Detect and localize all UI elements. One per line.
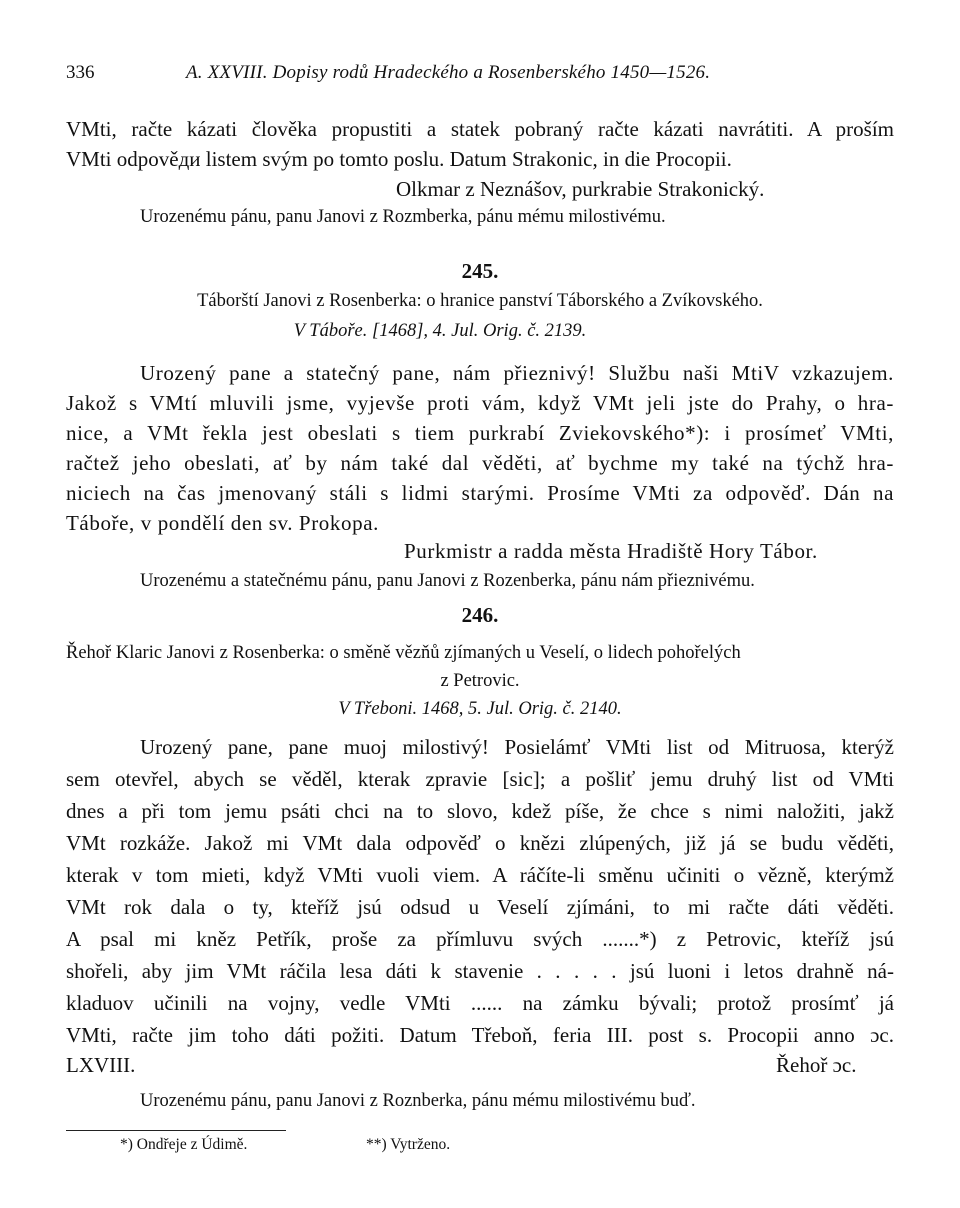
text-line: VMt rok dala o ty, kteříž jsú odsud u Veselí zjímáni, to mi račte dáti věděti. [66,895,894,919]
text-line: kterak v tom mieti, když VMti vuoli viem. A ráčíte-li směnu učiniti o vězně, kterýmž [66,863,894,887]
text-line: A psal mi kněz Petřík, proše za přímluvu svých .......*) z Petrovic, kteříž jsú [66,927,894,951]
text-line: Urozený pane, pane muoj milostivý! Posielámť VMti list od Mitruosa, kterýž [140,735,894,759]
document-heading: z Petrovic. [440,671,520,691]
signature: Olkmar z Neznášov, purkrabie Strakonický. [396,177,765,201]
text-line: Jakož s VMtí mluvili jsme, vyjevše proti vám, když VMt jeli jste do Prahy, o hra- [66,391,894,415]
document-number: 245. [461,259,499,283]
document-source: V Třeboni. 1468, 5. Jul. Orig. č. 2140. [338,699,622,719]
footnote: **) Vytrženo. [366,1136,451,1153]
text-line: shořeli, aby jim VMt ráčila lesa dáti k stavenie . . . . . jsú luoni i letos drahně ná- [66,959,894,983]
signature: Purkmistr a radda města Hradiště Hory Tábor. [404,539,818,563]
text-line: niciech na čas jmenovaný stáli s lidmi starými. Prosíme VMti za odpověď. Dán na [66,481,894,505]
text-line: VMt rozkáže. Jakož mi VMt dala odpověď o knězi zlúpených, již já se budu věděti, [66,831,894,855]
text-line: kladuov učinili na vojny, vedle VMti ...... na zámku bývali; protož prosímť já [66,991,894,1015]
footnote: *) Ondřeje z Údimě. [120,1136,248,1153]
signature: Řehoř ɔc. [776,1053,857,1077]
footnote-rule [66,1130,286,1131]
document-heading: Táborští Janovi z Rosenberka: o hranice panství Táborského a Zvíkovského. [197,291,763,311]
text-line: sem otevřel, abych se věděl, kterak zpravie [sic]; a pošliť jemu druhý list od VMti [66,767,894,791]
text-line: VMti odpověди listem svým po tomto poslu. Datum Strakonic, in die Procopii. [66,147,732,171]
address: Urozenému pánu, panu Janovi z Roznberka, pánu mému milostivému buď. [140,1091,696,1111]
text-line: Táboře, v pondělí den sv. Prokopa. [66,511,379,535]
text-line: LXVIII. [66,1053,136,1077]
page-number: 336 [66,62,95,83]
address: Urozenému pánu, panu Janovi z Rozmberka, pánu mému milostivému. [140,207,666,227]
document-heading: Řehoř Klaric Janovi z Rosenberka: o směně vězňů zjímaných u Veselí, o lidech pohořelých [66,643,741,663]
document-source: V Táboře. [1468], 4. Jul. Orig. č. 2139. [293,321,587,341]
text-line: Urozený pane a statečný pane, nám přieznivý! Službu naši MtiV vzkazujem. [140,361,894,385]
text-line: VMti, račte jim toho dáti požiti. Datum Třeboň, feria III. post s. Procopii anno ɔc. [66,1023,894,1047]
document-number: 246. [461,603,499,627]
text-line: račtež jeho obeslati, ať by nám také dal věděti, ať bychme my také na týchž hra- [66,451,894,475]
text-line: nice, a VMt řekla jest obeslati s tiem purkrabí Zviekovského*): i prosímeť VMti, [66,421,894,445]
running-title: A. XXVIII. Dopisy rodů Hradeckého a Rosenberského 1450—1526. [186,62,711,83]
address: Urozenému a statečnému pánu, panu Janovi z Rozenberka, pánu nám přieznivému. [140,571,755,591]
text-line: dnes a při tom jemu psáti chci na to slovo, kdež píše, že chce s nimi naložiti, jakž [66,799,894,823]
text-line: VMti, račte kázati člověka propustiti a statek pobraný račte kázati navrátiti. A proším [66,117,894,141]
running-header [66,62,894,84]
